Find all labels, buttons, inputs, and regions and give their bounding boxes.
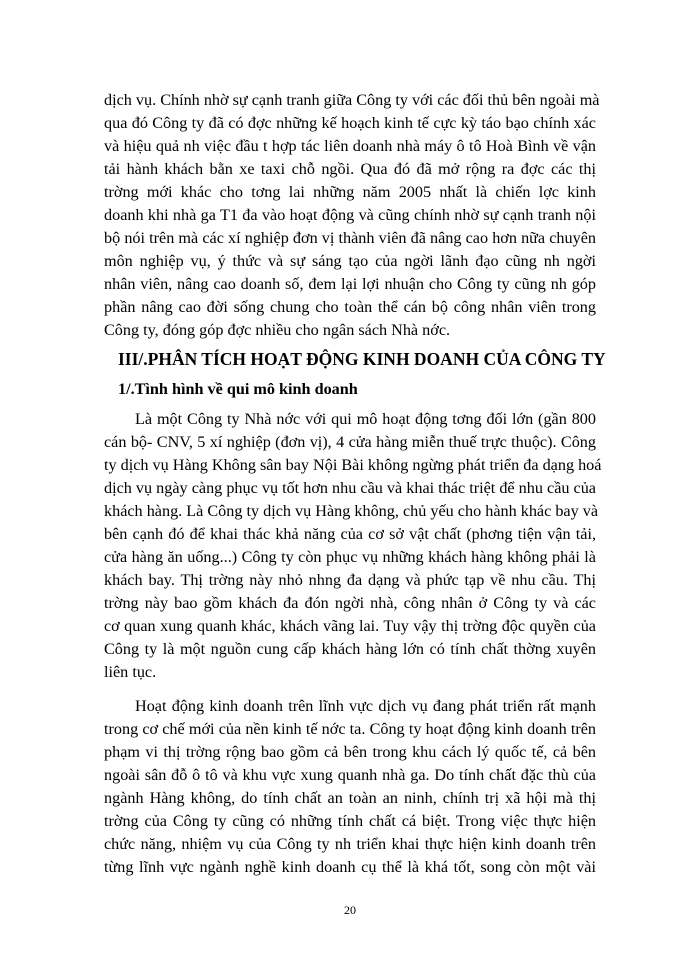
text-line: khách bay. Thị trờng này nhỏ nhng đa dạng và phức tạp về nhu cầu. Thị [104, 571, 596, 589]
text-line: cửa hàng ăn uống...) Công ty còn phục vụ những khách hàng không phải là [104, 548, 596, 566]
text-line: qua đó Công ty đã có đợc những kế hoạch kinh tế cực kỳ táo bạo chính xác [104, 114, 596, 132]
text-line: cơ quan xung quanh khác, khách vãng lai. Tuy vậy thị trờng độc quyền của [104, 617, 596, 635]
text-line: ty dịch vụ Hàng Không sân bay Nội Bài không ngừng phát triển đa dạng hoá [104, 456, 602, 474]
text-line: ngoài sân đỗ ô tô và khu vực xung quanh nhà ga. Do tính chất đặc thù của [104, 766, 596, 784]
text-line: từng lĩnh vực ngành nghề kinh doanh cụ thể là khá tốt, song còn một vài [104, 858, 596, 876]
text-line: môn nghiệp vụ, ý thức và sự sáng tạo của ngời lãnh đạo cũng nh ngời [104, 252, 596, 270]
text-line: khách hàng. Là Công ty dịch vụ Hàng không, chủ yếu cho hành khác bay và [104, 502, 599, 520]
text-line: trờng của Công ty cũng có những tính chất cá biệt. Trong việc thực hiện [104, 812, 596, 830]
text-line: trong cơ chế mới của nền kinh tế nớc ta. Công ty hoạt động kinh doanh trên [104, 720, 596, 738]
text-line: Công ty, đóng góp đợc nhiều cho ngân sách Nhà nớc. [104, 321, 451, 339]
text-line: chức năng, nhiệm vụ của Công ty nh triển khai thực hiện kinh doanh trên [104, 835, 596, 853]
page-number: 20 [344, 903, 356, 917]
text-line: Hoạt động kinh doanh trên lĩnh vực dịch vụ đang phát triển rất mạnh [135, 697, 596, 715]
text-line: ngành Hàng không, do tính chất an toàn an ninh, chính trị xã hội mà thị [104, 789, 596, 807]
text-line: cán bộ- CNV, 5 xí nghiệp (đơn vị), 4 cửa hàng miễn thuế trực thuộc). Công [104, 433, 596, 451]
text-line: Là một Công ty Nhà nớc với qui mô hoạt động tơng đối lớn (gần 800 [135, 410, 596, 428]
text-line: trờng mới khác cho tơng lai những năm 2005 nhất là chiến lợc kinh [104, 183, 596, 201]
text-line: bộ nói trên mà các xí nghiệp đơn vị thành viên đã nâng cao hơn nữa chuyên [104, 229, 596, 247]
text-line: bên cạnh đó để khai thác khả năng của cơ sở vật chất (phơng tiện vận tải, [104, 525, 596, 543]
text-line: liên tục. [104, 663, 157, 681]
text-line: dịch vụ. Chính nhờ sự cạnh tranh giữa Công ty với các đối thủ bên ngoài mà [104, 91, 600, 109]
subsection-heading: 1/.Tình hình về qui mô kinh doanh [118, 380, 358, 398]
text-line: doanh khi nhà ga T1 đa vào hoạt động và cũng chính nhờ sự cạnh tranh nội [104, 206, 596, 224]
text-line: tải hành khách bằn xe taxi chỗ ngồi. Qua đó đã mở rộng ra đợc các thị [104, 160, 596, 178]
text-line: trờng này bao gồm khách đa đón ngời nhà, công nhân ở Công ty và các [104, 594, 596, 612]
text-line: phần nâng cao đời sống chung cho toàn thể cán bộ công nhân viên trong [104, 298, 596, 316]
text-line: Công ty là một nguồn cung cấp khách hàng lớn có tính chất thờng xuyên [104, 640, 596, 658]
text-line: phạm vi thị trờng rộng bao gồm cả bên trong khu cách lý quốc tế, cả bên [104, 743, 596, 761]
section-heading: III/.PHÂN TÍCH HOẠT ĐỘNG KINH DOANH CỦA CÔNG TY [118, 349, 606, 369]
text-line: nhân viên, nâng cao doanh số, đem lại lợi nhuận cho Công ty cũng nh góp [104, 275, 596, 293]
text-line: và hiệu quả nh việc đầu t hợp tác liên doanh nhà máy ô tô Hoà Bình về vận [104, 137, 596, 155]
text-line: dịch vụ ngày càng phục vụ tốt hơn nhu cầu và khai thác triệt để nhu cầu của [104, 479, 596, 497]
